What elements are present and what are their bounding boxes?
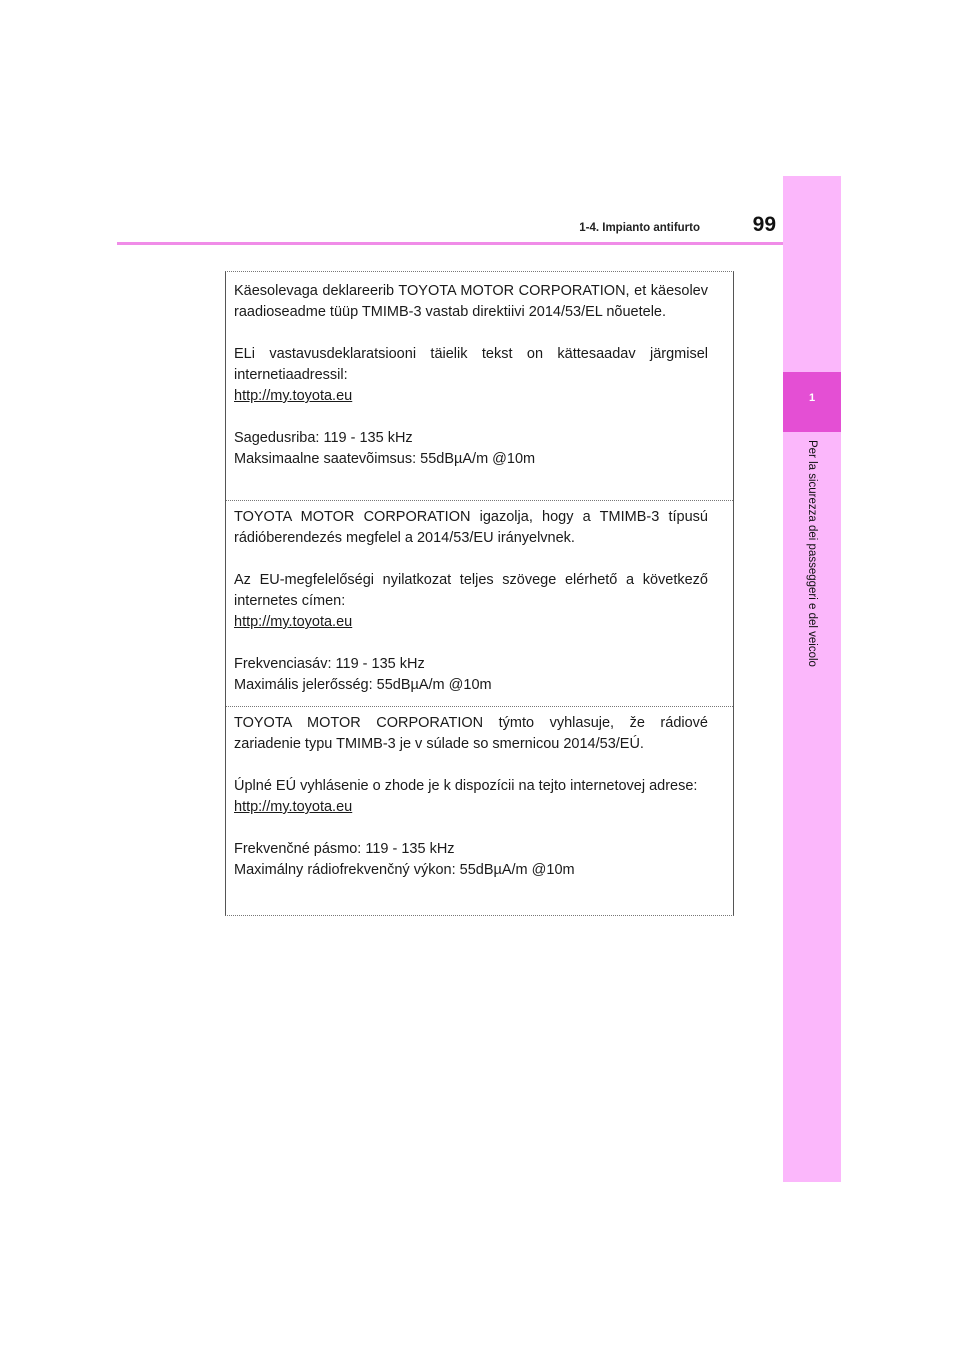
block-divider [226, 706, 733, 707]
declaration-url-link[interactable]: http://my.toyota.eu [234, 388, 353, 404]
declaration-full-text-note: Az EU-megfelelőségi nyilatkozat teljes szövege elérhető a következő internetes címen: [234, 572, 708, 609]
declaration-hungarian [234, 507, 708, 696]
declaration-url-link[interactable]: http://my.toyota.eu [234, 614, 353, 630]
chapter-title: Per la sicurezza dei passeggeri e del veicolo [806, 440, 818, 667]
declaration-statement: TOYOTA MOTOR CORPORATION týmto vyhlasuje, že rádiové zariadenie typu TMIMB-3 je v súlade so smernicou 2014/53/EÚ. [234, 715, 708, 752]
declaration-power: Maximális jelerősség: 55dBµA/m @10m [234, 677, 492, 693]
declaration-slovak [234, 713, 708, 881]
declaration-estonian [234, 281, 708, 470]
declaration-frequency: Frekvenciasáv: 119 - 135 kHz [234, 656, 425, 672]
chapter-number: 1 [808, 392, 816, 404]
declaration-power: Maksimaalne saatevõimsus: 55dBµA/m @10m [234, 451, 536, 467]
chapter-title-vertical [804, 440, 818, 720]
declaration-statement: TOYOTA MOTOR CORPORATION igazolja, hogy a TMIMB-3 típusú rádióberendezés megfelel a 2014/53/EU irányelvnek. [234, 509, 708, 546]
declaration-power: Maximálny rádiofrekvenčný výkon: 55dBµA/m @10m [234, 862, 575, 878]
section-header: 1-4. Impianto antifurto [579, 222, 700, 234]
declaration-full-text-note: Úplné EÚ vyhlásenie o zhode je k dispozícii na tejto internetovej adrese: [234, 778, 698, 794]
block-divider [226, 500, 733, 501]
declaration-box [225, 271, 734, 916]
page-number: 99 [752, 213, 776, 236]
declaration-statement: Käesolevaga deklareerib TOYOTA MOTOR CORPORATION, et käesolev raadioseadme tüüp TMIMB-3 vastab direktiivi 2014/53/EL nõuetele. [234, 283, 708, 320]
declaration-frequency: Frekvenčné pásmo: 119 - 135 kHz [234, 841, 455, 857]
declaration-frequency: Sagedusriba: 119 - 135 kHz [234, 430, 413, 446]
header-rule [117, 242, 783, 245]
declaration-url-link[interactable]: http://my.toyota.eu [234, 799, 353, 815]
declaration-full-text-note: ELi vastavusdeklaratsiooni täielik tekst on kättesaadav järgmisel internetiaadressil: [234, 346, 708, 383]
